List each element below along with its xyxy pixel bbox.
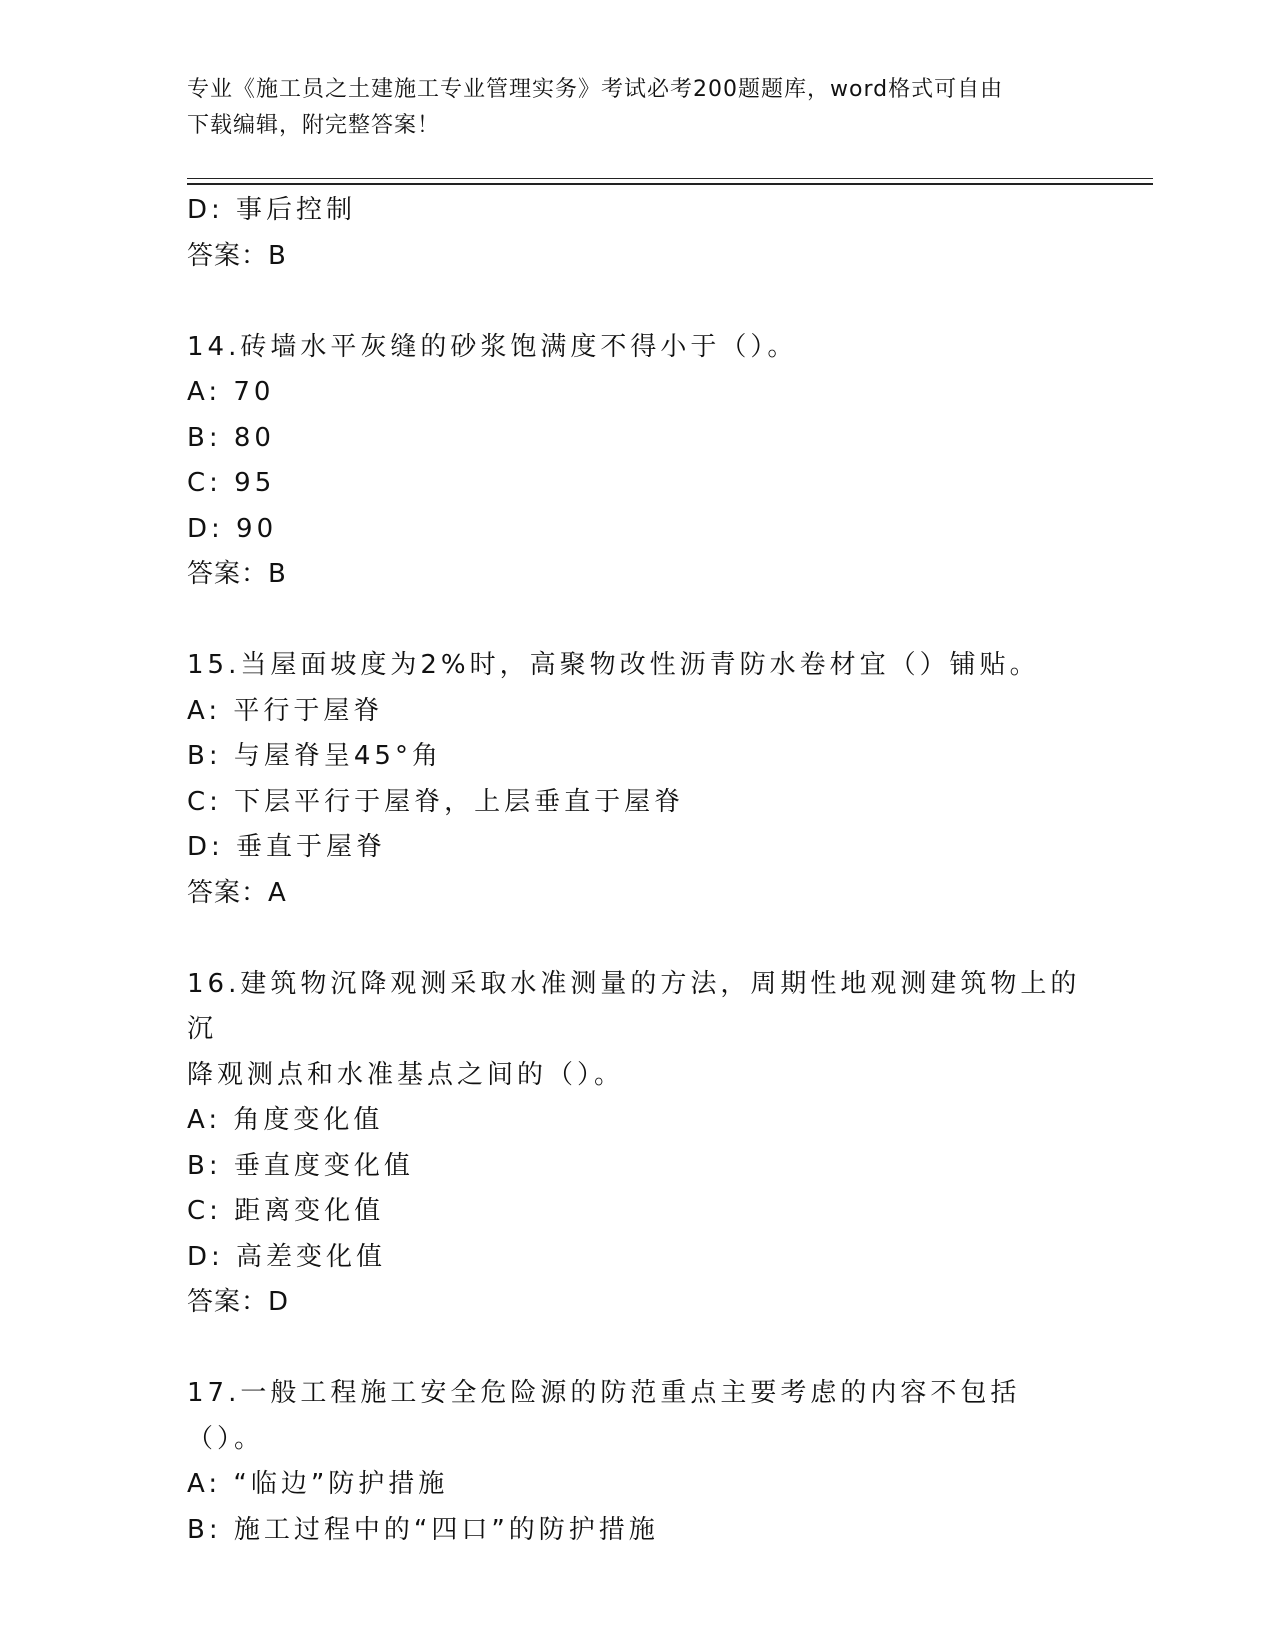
header-rule-thick	[187, 183, 1153, 185]
question-16	[187, 962, 1087, 1326]
option-d: D: 垂直于屋脊	[187, 832, 387, 862]
option-c: C: 距离变化值	[187, 1196, 385, 1226]
answer-line: 答案：B	[187, 240, 287, 271]
option-a: A: 70	[187, 377, 275, 407]
question-text-line-2: 降观测点和水准基点之间的（）。	[187, 1059, 625, 1090]
previous-question-tail	[187, 188, 1087, 279]
option-a: A: “临边”防护措施	[187, 1469, 449, 1499]
option-a: A: 角度变化值	[187, 1105, 384, 1135]
answer-line: 答案：B	[187, 559, 287, 589]
document-header	[187, 72, 1087, 144]
option-c: C: 下层平行于屋脊，上层垂直于屋脊	[187, 786, 685, 817]
option-b: B: 垂直度变化值	[187, 1150, 414, 1181]
question-14	[187, 325, 1087, 598]
option-b: B: 与屋脊呈45°角	[187, 741, 442, 771]
question-text: 14.砖墙水平灰缝的砂浆饱满度不得小于（）。	[187, 331, 798, 362]
option-b: B: 80	[187, 422, 275, 453]
question-text: 17.一般工程施工安全危险源的防范重点主要考虑的内容不包括（）。	[187, 1378, 1021, 1454]
question-17	[187, 1371, 1087, 1553]
option-d: D: 高差变化值	[187, 1241, 387, 1272]
header-line-2: 下载编辑，附完整答案！	[187, 113, 441, 138]
header-rule-thin	[187, 178, 1153, 179]
option-b: B: 施工过程中的“四口”的防护措施	[187, 1514, 659, 1545]
answer-line: 答案：A	[187, 877, 287, 908]
option-d: D: 事后控制	[187, 195, 357, 225]
question-text-line-1: 16.建筑物沉降观测采取水准测量的方法，周期性地观测建筑物上的沉	[187, 968, 1081, 1044]
answer-line: 答案：D	[187, 1287, 290, 1317]
option-c: C: 95	[187, 468, 276, 498]
question-15	[187, 643, 1087, 916]
option-a: A: 平行于屋脊	[187, 695, 384, 726]
question-list	[187, 188, 1087, 1553]
option-d: D: 90	[187, 513, 278, 544]
header-line-1: 专业《施工员之土建施工专业管理实务》考试必考200题题库，word格式可自由	[187, 77, 1004, 102]
question-text: 15.当屋面坡度为2%时，高聚物改性沥青防水卷材宜（）铺贴。	[187, 650, 1040, 680]
